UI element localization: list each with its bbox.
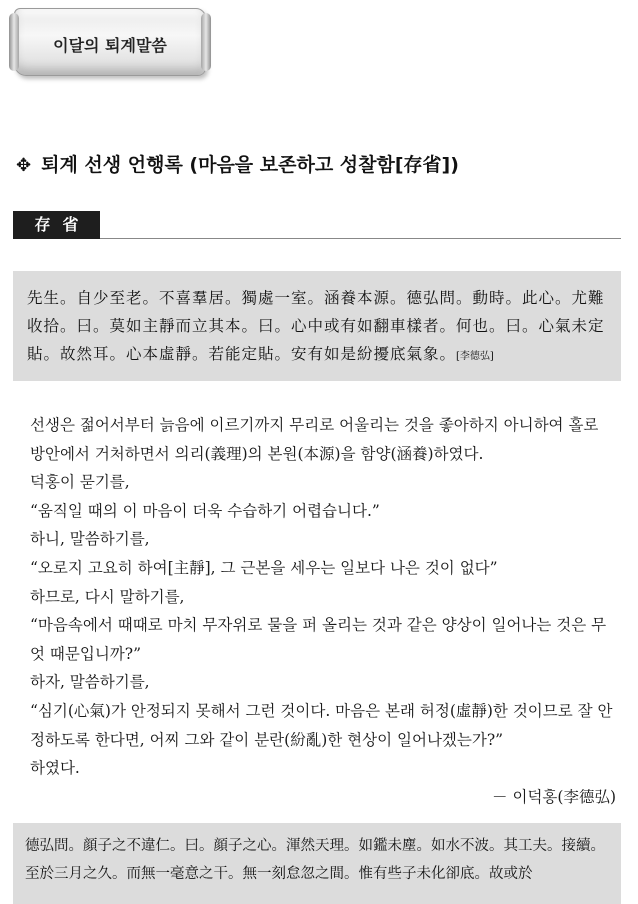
paragraph: 하니, 말씀하기를,: [30, 530, 150, 549]
paragraph: 하므로, 다시 말하기를,: [30, 587, 185, 606]
article-heading: [16, 150, 459, 177]
heading-text: 퇴계 선생 언행록 (마음을 보존하고 성찰함[存省]): [41, 154, 459, 176]
classical-quote-box: [13, 271, 621, 381]
translation-body: [14, 411, 618, 811]
paragraph: 하였다.: [30, 759, 80, 778]
bullet-icon: ✥: [16, 155, 32, 176]
paragraph: 하자, 말씀하기를,: [30, 673, 150, 692]
section-divider: [100, 238, 621, 239]
paragraph: 선생은 젊어서부터 늙음에 이르기까지 무리로 어울리는 것을 좋아하지 아니하여 홀로 방안에서 거처하면서 의리(義理)의 본원(本源)을 함양(涵養)하였다.: [30, 416, 599, 463]
dialogue-line: “심기(心氣)가 안정되지 못해서 그런 것이다. 마음은 본래 허정(虛靜)한 것이므로 잘 안정하도록 한다면, 어찌 그와 같이 분란(紛亂)한 현상이 일어나겠는가?”: [30, 701, 613, 749]
banner-title: 이달의 퇴계말씀: [53, 36, 167, 55]
paragraph: 덕홍이 묻기를,: [30, 473, 130, 492]
section-tag: 存省: [13, 211, 100, 239]
dialogue-line: “마음속에서 때때로 마치 무자위로 물을 퍼 올리는 것과 같은 양상이 일어나는 것은 무엇 때문입니까?”: [30, 616, 607, 663]
quote-source: [李德弘]: [456, 351, 494, 362]
attribution: － 이덕홍(李德弘): [492, 787, 616, 806]
dialogue-line: “오로지 고요히 하여[主靜], 그 근본을 세우는 일보다 나은 것이 없다”: [30, 558, 498, 577]
bottom-quote-box: [13, 823, 621, 904]
title-banner: [14, 8, 206, 76]
classical-quote-text: [27, 284, 611, 371]
bottom-quote-text: 德弘問。顔子之不違仁。曰。顔子之心。渾然天理。如鑑未塵。如水不波。其工夫。接續。至於三月之久。而無一毫意之干。無一刻怠忽之間。惟有些子未化卻底。故或於: [25, 838, 605, 882]
dialogue-line: “움직일 때의 이 마음이 더욱 수습하기 어렵습니다.”: [30, 501, 380, 520]
quote-body: 先生。自少至老。不喜羣居。獨處一室。涵養本源。德弘問。動時。此心。尤難收拾。曰。莫如主靜而立其本。曰。心中或有如翻車樣者。何也。曰。心氣未定貼。故然耳。心本虛靜。若能定貼。安有如是紛擾底氣象。: [27, 289, 605, 363]
